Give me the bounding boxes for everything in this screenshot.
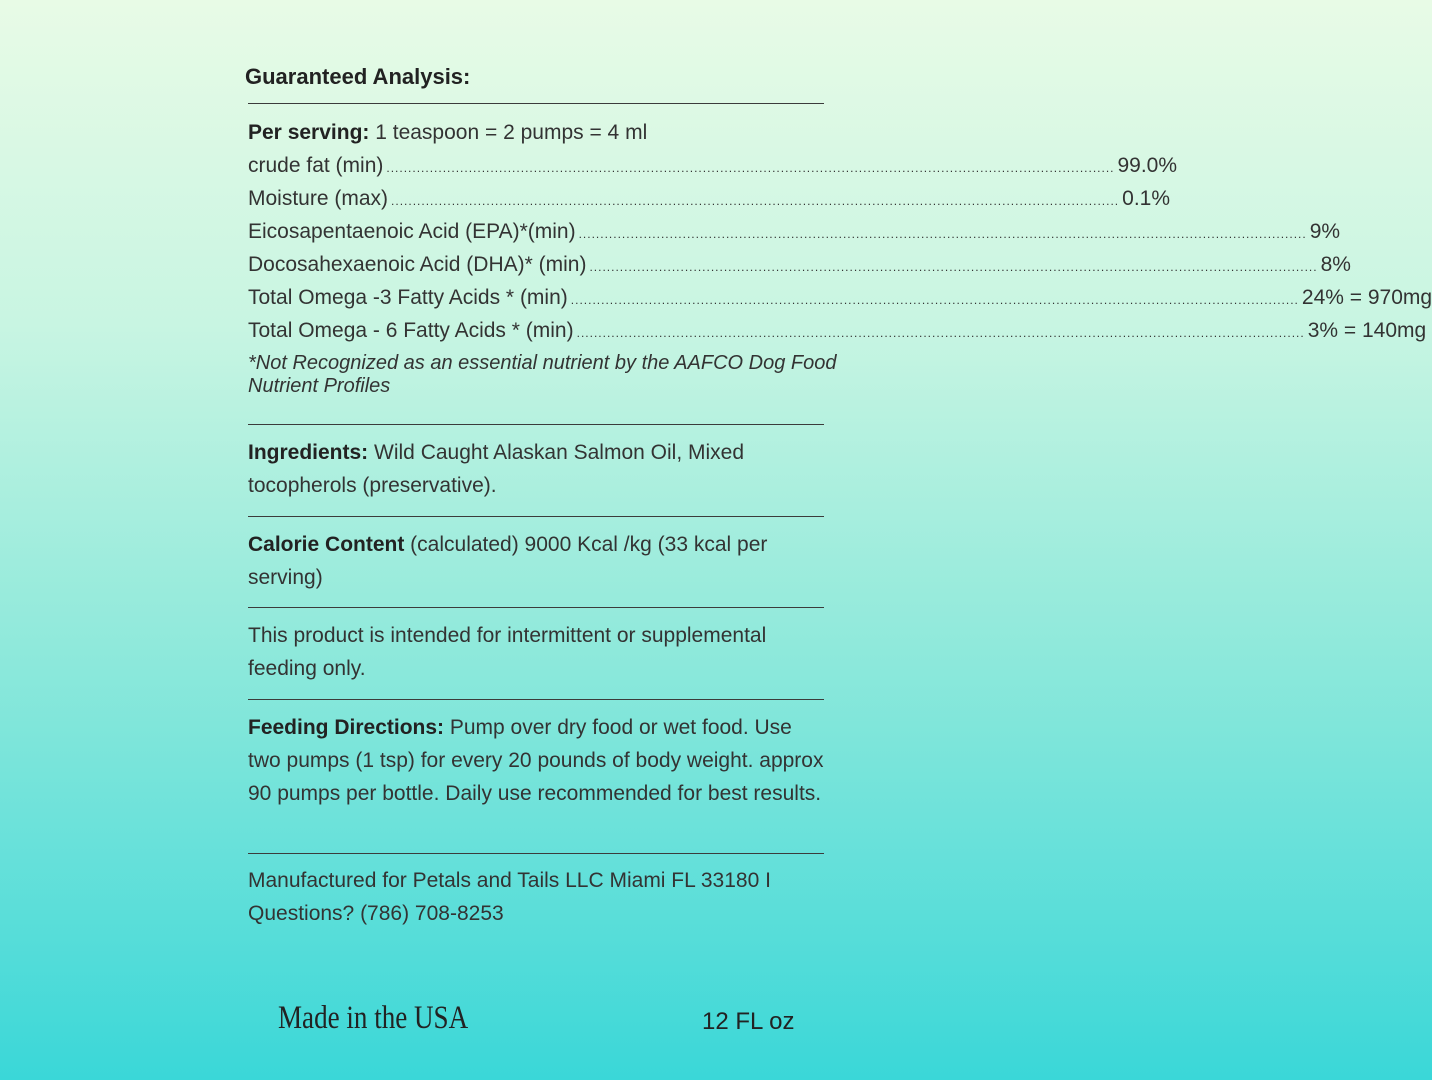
analysis-row [248, 215, 1341, 251]
calorie-label: Calorie Content [248, 533, 405, 556]
divider [248, 699, 824, 700]
analysis-row [248, 149, 1178, 185]
footnote: *Not Recognized as an essential nutrient by the AAFCO Dog Food Nutrient Profiles [248, 352, 837, 397]
analysis-label: Eicosapentaenoic Acid (EPA)*(min) [248, 220, 576, 243]
divider [248, 516, 824, 517]
analysis-row [248, 281, 1432, 317]
intended-use: This product is intended for intermittent or supplemental feeding only. [248, 624, 767, 680]
leader-dots: ........................................................................................................................................................................ [570, 293, 1299, 307]
volume: 12 FL oz [702, 1008, 795, 1035]
leader-dots: ........................................................................................................................................................................ [391, 194, 1120, 208]
leader-dots: ........................................................................................................................................................................ [589, 260, 1318, 274]
ingredients-label: Ingredients: [248, 441, 369, 464]
calorie-content [248, 528, 828, 594]
analysis-label: Total Omega - 6 Fatty Acids * (min) [248, 319, 574, 342]
leader-dots: ........................................................................................................................................................................ [578, 227, 1307, 241]
feeding-directions [248, 711, 828, 810]
ingredients-text: Wild Caught Alaskan Salmon Oil, Mixed tocopherols (preservative). [248, 441, 745, 497]
divider [248, 607, 824, 608]
analysis-value: 0.1% [1122, 187, 1171, 210]
divider [248, 424, 824, 425]
analysis-value: 8% [1320, 253, 1351, 276]
made-in-usa: Made in the USA [278, 1000, 469, 1036]
analysis-label: Total Omega -3 Fatty Acids * (min) [248, 286, 568, 309]
leader-dots: ........................................................................................................................................................................ [386, 161, 1115, 175]
section-heading: Guaranteed Analysis: [245, 64, 471, 89]
analysis-value: 24% = 970mg [1301, 286, 1432, 309]
analysis-label: Docosahexaenoic Acid (DHA)* (min) [248, 253, 587, 276]
analysis-value: 3% = 140mg [1307, 319, 1427, 342]
calorie-text: (calculated) 9000 Kcal /kg (33 kcal per serving) [248, 533, 768, 589]
feeding-text: Pump over dry food or wet food. Use two pumps (1 tsp) for every 20 pounds of body weight. approx 90 pumps per bottle. Daily use recommended for best results. [248, 716, 824, 805]
analysis-value: 9% [1309, 220, 1341, 243]
divider [248, 853, 824, 854]
analysis-row [248, 182, 1171, 218]
analysis-value: 99.0% [1117, 154, 1178, 177]
serving-text: 1 teaspoon = 2 pumps = 4 ml [369, 121, 648, 144]
analysis-row [248, 314, 1427, 350]
serving-size [248, 116, 832, 149]
manufacturer: Manufactured for Petals and Tails LLC Miami FL 33180 I Questions? (786) 708-8253 [248, 869, 771, 925]
divider [248, 103, 824, 104]
analysis-label: Moisture (max) [248, 187, 389, 210]
analysis-label: crude fat (min) [248, 154, 384, 177]
serving-label: Per serving: [248, 121, 370, 144]
ingredients [248, 436, 828, 502]
feeding-label: Feeding Directions: [248, 716, 445, 739]
analysis-row [248, 248, 1351, 284]
leader-dots: ........................................................................................................................................................................ [576, 326, 1305, 340]
